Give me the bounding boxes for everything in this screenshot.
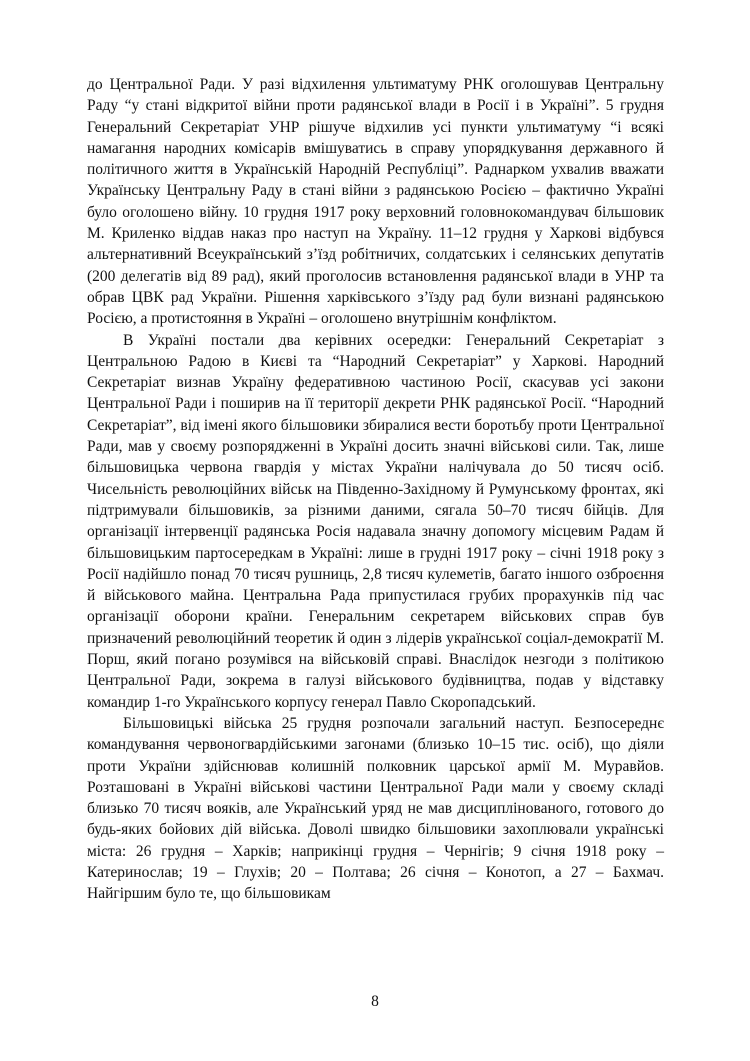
paragraph-1: до Центральної Ради. У разі відхилення ультиматуму РНК оголошував Центральну Раду “у стані відкритої війни проти радянської влади в Росії і в Україні”. 5 грудня Генеральний Секретаріат УНР рішуче відхилив усі пункти ультиматуму “і всякі намагання народних комісарів вмішуватись в справу упорядкування державного й політичного життя в Українській Народній Республіці”. Раднарком ухвалив вважати Українську Центральну Раду в стані війни з радянською Росією – фактично Україні було оголошено війну. 10 грудня 1917 року верховний головнокомандувач більшовик М. Криленко віддав наказ про наступ на Україну. 11–12 грудня у Харкові відбувся альтернативний Всеукраїнський з’їзд робітничих, солдатських і селянських депутатів (200 делегатів від 89 рад), який проголосив встановлення радянської влади в УНР та обрав ЦВК рад України. Рішення харківського з’їзду рад були визнані радянською Росією, а протистояння в Україні – оголошено внутрішнім конфліктом.: [87, 76, 664, 328]
page-number: 8: [371, 993, 379, 1010]
paragraph-3: Більшовицькі війська 25 грудня розпочали загальний наступ. Безпосереднє командування червоногвардійськими загонами (близько 10–15 тис. осіб), що діяли проти України здійснював колишній полковник царської армії М. Муравйов. Розташовані в Україні військові частини Центральної Ради мали у своєму складі близько 70 тисяч вояків, але Український уряд не мав дисциплінованого, готового до будь-яких бойових дій війська. Доволі швидко більшовики захоплювали українські міста: 26 грудня – Харків; наприкінці грудня – Чернігів; 9 січня 1918 року – Катеринослав; 19 – Глухів; 20 – Полтава; 26 січня – Конотоп, а 27 – Бахмач. Найгіршим було те, що більшовикам: [87, 714, 664, 903]
paragraph-2: В Україні постали два керівних осередки: Генеральний Секретаріат з Центральною Радою в Києві та “Народний Секретаріат” у Харкові. Народний Секретаріат визнав Україну федеративною частиною Росії, скасував усі закони Центральної Ради і поширив на її території декрети РНК радянської Росії. “Народний Секретаріат”, від імені якого більшовики збиралися вести боротьбу проти Центральної Ради, мав у своєму розпорядженні в Україні досить значні військові сили. Так, лише більшовицька червона гвардія у містах України налічувала до 50 тисяч осіб. Чисельність революційних військ на Південно-Західному й Румунському фронтах, які підтримували більшовиків, за різними даними, сягала 50–70 тисяч бійців. Для організації інтервенції радянська Росія надавала значну допомогу місцевим Радам й більшовицьким партосередкам в Україні: лише в грудні 1917 року – січні 1918 року з Росії надійшло понад 70 тисяч рушниць, 2,8 тисяч кулеметів, багато іншого озброєння й військового майна. Центральна Рада припустилася грубих прорахунків під час організації оборони країни. Генеральним секретарем військових справ був призначений революційний теоретик й один з лідерів української соціал-демократії М. Порш, який погано розумівся на військовій справі. Внаслідок незгоди з політикою Центральної Ради, зокрема в галузі військового будівництва, подав у відставку командир 1-го Українського корпусу генерал Павло Скоропадський.: [87, 331, 664, 711]
document-page: [87, 74, 664, 905]
